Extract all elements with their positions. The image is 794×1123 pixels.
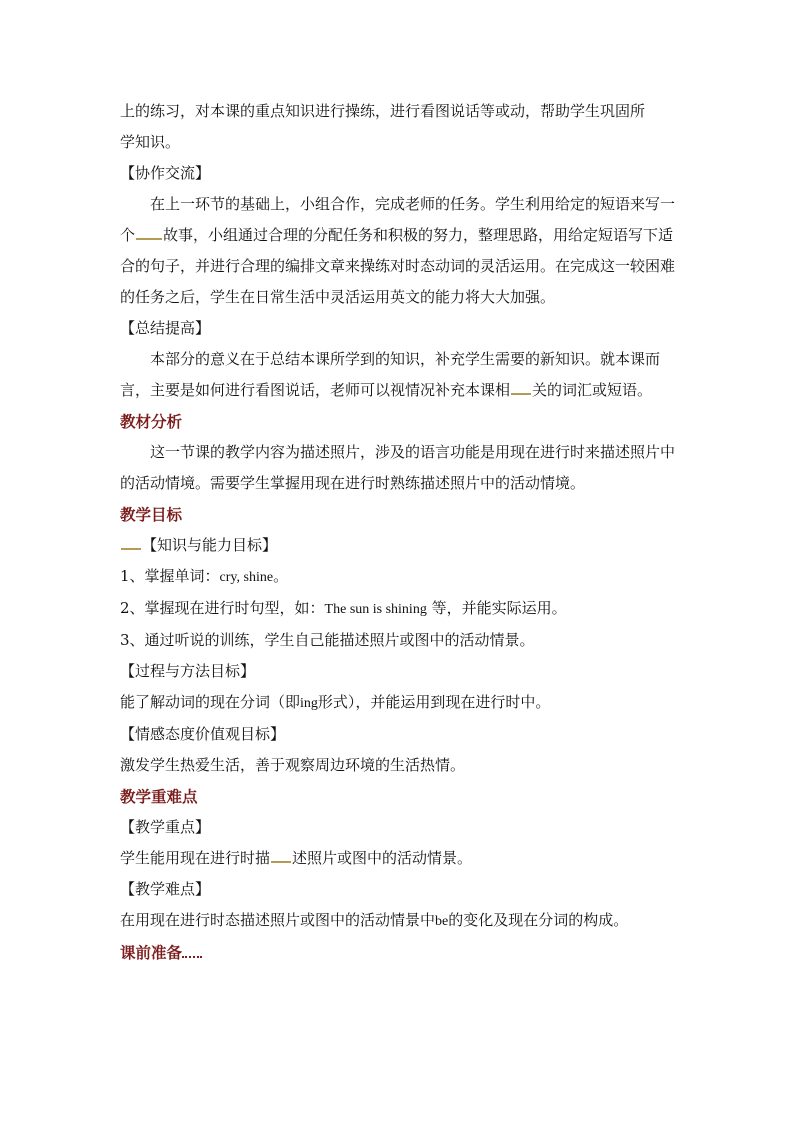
practice-paragraph: [120, 96, 680, 158]
knowledge-goal-label: 【知识与能力目标】: [142, 536, 278, 554]
focus-title: 【教学重点】: [120, 818, 211, 836]
practice-line-1: 上的练习，对本课的重点知识进行操练，进行看图说话等或动，帮助学生巩固所: [120, 102, 646, 120]
collab-text-2: 故事，小组通过合理的分配任务和积极的努力，整理思路，用给定短语写下适合的句子，并进行合理的编排文章来操练对时态动词的灵活运用。在完成这一较困难的任务之后，学生在日常生活中灵活运用英文的能力将大大加强。: [120, 226, 676, 306]
practice-line-2: 学知识。: [120, 133, 181, 151]
goal-item-1-words: cry, shine: [219, 570, 274, 585]
goal-item-2: [120, 593, 680, 625]
collab-title: 【协作交流】: [120, 164, 211, 182]
summary-text-2: 关的词汇或短语。: [532, 381, 653, 399]
goal-item-2-prefix: 2、掌握现在进行时句型，如：: [120, 599, 325, 617]
goal-item-2-suffix: 等，并能实际运用。: [426, 599, 567, 617]
process-text-suffix: 形式），并能运用到现在进行时中。: [317, 693, 551, 711]
collab-text-1: 在上一环节的基础上，小组合作，完成老师的任务。学生利用给定的短语来写一个: [120, 195, 676, 244]
fill-blank-mark: [121, 534, 141, 550]
fill-blank-mark: [271, 847, 291, 863]
focus-text: [120, 843, 680, 874]
knowledge-goal-title: [120, 530, 680, 561]
fill-blank-mark: [511, 379, 531, 395]
goal-item-1-prefix: 1、掌握单词：: [120, 567, 220, 585]
fill-blank-mark: [136, 224, 162, 240]
emotion-goal-text: 激发学生热爱生活，善于观察周边环境的生活热情。: [120, 756, 466, 774]
analysis-heading: 教材分析: [120, 412, 183, 431]
prep-heading-label: 课前准备: [120, 943, 183, 962]
document-page: [120, 96, 680, 968]
process-goal-title: 【过程与方法目标】: [120, 662, 256, 680]
goal-item-1-suffix: 。: [273, 567, 289, 585]
process-goal-text: [120, 687, 680, 719]
difficulty-title: 【教学难点】: [120, 880, 211, 898]
goals-heading: 教学目标: [120, 505, 183, 524]
focus-text-2: 述照片或图中的活动情景。: [292, 849, 473, 867]
analysis-paragraph: 这一节课的教学内容为描述照片，涉及的语言功能是用现在进行时来描述照片中的活动情境。需要学生掌握用现在进行时熟练描述照片中的活动情境。: [120, 443, 676, 492]
summary-paragraph: [120, 344, 680, 406]
goal-item-1: [120, 561, 680, 593]
goal-item-2-sentence: The sun is shining: [324, 602, 427, 617]
dotted-underline-mark: [182, 944, 202, 958]
emotion-goal-title: 【情感态度价值观目标】: [120, 725, 286, 743]
goal-item-3: 3、通过听说的训练，学生自己能描述照片或图中的活动情景。: [120, 631, 535, 649]
difficulty-text-suffix: 的变化及现在分词的构成。: [448, 911, 629, 929]
collab-paragraph: [120, 189, 680, 313]
summary-title: 【总结提高】: [120, 319, 211, 337]
process-text-ing: ing: [300, 696, 318, 711]
difficulty-text: [120, 905, 680, 937]
prep-heading: [120, 937, 680, 968]
focus-text-1: 学生能用现在进行时描: [120, 849, 271, 867]
difficulty-text-be: be: [435, 914, 449, 929]
process-text-prefix: 能了解动词的现在分词（即: [120, 693, 301, 711]
difficulty-text-prefix: 在用现在进行时态描述照片或图中的活动情景中: [120, 911, 436, 929]
summary-text-1: 本部分的意义在于总结本课所学到的知识，补充学生需要的新知识。就本课而言，主要是如何进行看图说话，老师可以视情况补充本课相: [120, 350, 661, 399]
keypoints-heading: 教学重难点: [120, 787, 198, 806]
